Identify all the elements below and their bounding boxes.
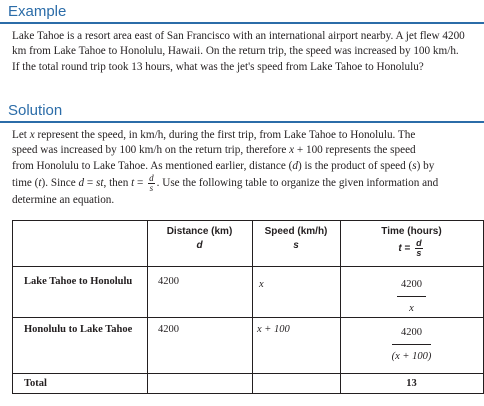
solution-line-4: time (t). Since d = st, then t = $\frac{d}{s}$ . Use the following table to organize the given information and (12, 172, 439, 193)
solution-heading: Solution (8, 102, 63, 119)
header-time: Time (hours) t = $\frac{d}{s}$ (381, 226, 442, 258)
solution-text (12, 128, 484, 208)
data-table (12, 220, 484, 394)
table-row-label: Lake Tahoe to Honolulu (24, 276, 133, 287)
table-row-distance: 4200 (158, 276, 179, 287)
table-row-distance: 4200 (158, 324, 179, 335)
header-distance: Distance (km) d (166, 226, 233, 251)
example-heading-rule (0, 22, 484, 24)
example-line-3: If the total round trip took 13 hours, what was the jet's speed from Lake Tahoe to Honolulu? (12, 60, 424, 73)
header-speed: Speed (km/h) s (264, 226, 328, 251)
total-label: Total (24, 378, 47, 389)
example-heading: Example (8, 3, 67, 20)
table-row-speed: x + 100 (257, 324, 290, 335)
time-formula-fraction: $\frac{d}{s}$ (149, 172, 154, 193)
solution-line-5: determine an equation. (12, 193, 115, 206)
table-row-time: $\frac{4200}{x}$ (340, 279, 483, 316)
example-line-2: km from Lake Tahoe to Honolulu, Hawaii. On the return trip, the speed was increased by 100 km/h. (12, 45, 459, 58)
total-value: 13 (406, 378, 417, 389)
table-row-label: Honolulu to Lake Tahoe (24, 324, 133, 335)
solution-line-2: speed was increased by 100 km/h on the return trip, therefore x + 100 represents the speed (12, 144, 416, 157)
table-row-time: $\frac{4200}{(x + 100)}$ (391, 327, 432, 362)
solution-line-1: Let x represent the speed, in km/h, during the first trip, from Lake Tahoe to Honolulu. The (12, 129, 416, 141)
example-text (12, 29, 484, 75)
table-row-speed: x (259, 279, 264, 290)
solution-heading-rule (0, 121, 484, 123)
solution-line-3: from Honolulu to Lake Tahoe. As mentioned earlier, distance (d) is the product of speed (s) by (12, 159, 435, 172)
example-line-1: Lake Tahoe is a resort area east of San Francisco with an international airport nearby. A jet flew 4200 (12, 30, 465, 42)
